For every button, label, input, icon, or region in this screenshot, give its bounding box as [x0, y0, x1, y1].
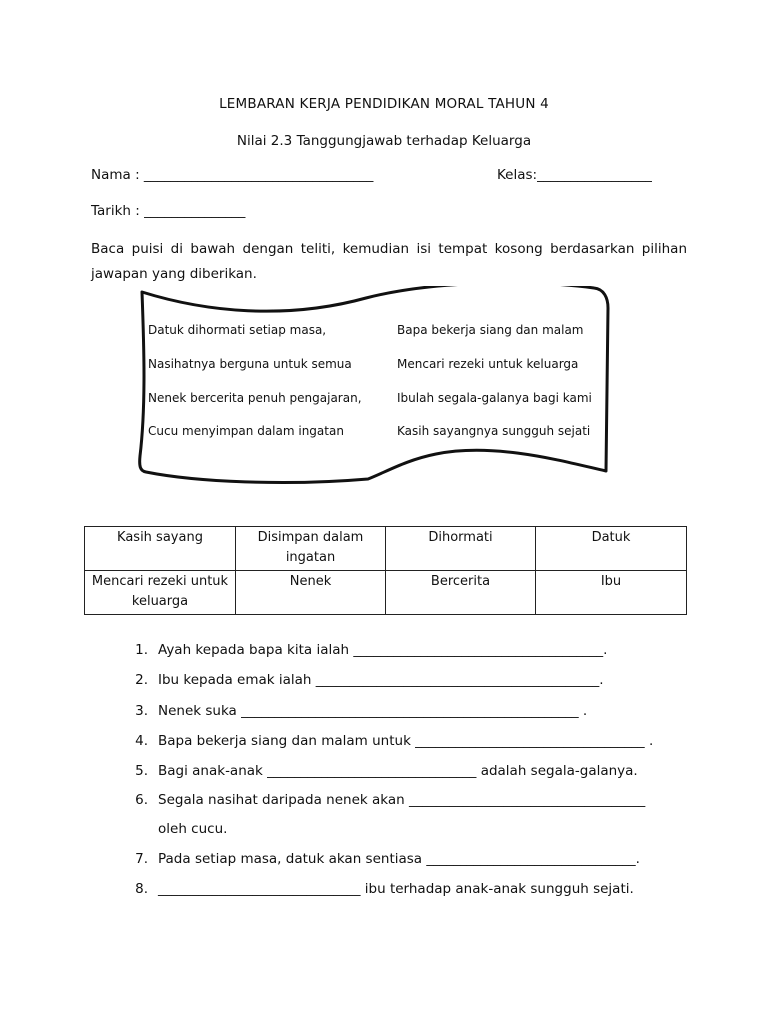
- table-cell: Bercerita: [386, 571, 536, 615]
- table-cell: Datuk: [536, 527, 687, 571]
- poem-line-right-4: Kasih sayangnya sungguh sejati: [397, 424, 591, 438]
- question-number-6: 6.: [135, 792, 148, 808]
- question-4[interactable]: Bapa bekerja siang dan malam untuk __________________________________ .: [158, 733, 654, 749]
- table-cell: Disimpan dalam ingatan: [236, 527, 386, 571]
- question-number-7: 7.: [135, 851, 148, 867]
- poem-line-left-4: Cucu menyimpan dalam ingatan: [148, 424, 344, 438]
- question-5[interactable]: Bagi anak-anak _______________________________ adalah segala-galanya.: [158, 763, 638, 779]
- table-cell: Mencari rezeki untuk keluarga: [85, 571, 236, 615]
- question-number-2: 2.: [135, 672, 148, 688]
- kelas-field[interactable]: Kelas:_________________: [497, 167, 652, 183]
- poem-line-left-1: Datuk dihormati setiap masa,: [148, 323, 327, 337]
- tarikh-field[interactable]: Tarikh : _______________: [91, 203, 246, 219]
- worksheet-subtitle: Nilai 2.3 Tanggungjawab terhadap Keluarga: [236, 133, 532, 149]
- question-6[interactable]: Segala nasihat daripada nenek akan ___________________________________: [158, 792, 646, 808]
- question-6-continuation: oleh cucu.: [158, 821, 228, 837]
- answer-choices-table: [84, 526, 687, 615]
- table-row: [85, 571, 687, 615]
- poem-line-right-3: Ibulah segala-galanya bagi kami: [397, 391, 592, 405]
- worksheet-title: LEMBARAN KERJA PENDIDIKAN MORAL TAHUN 4: [219, 96, 549, 112]
- question-3[interactable]: Nenek suka __________________________________________________ .: [158, 703, 588, 719]
- question-number-8: 8.: [135, 881, 148, 897]
- table-cell: Kasih sayang: [85, 527, 236, 571]
- question-number-4: 4.: [135, 733, 148, 749]
- poem-line-right-1: Bapa bekerja siang dan malam: [397, 323, 584, 337]
- table-cell: Ibu: [536, 571, 687, 615]
- table-row: [85, 527, 687, 571]
- question-7[interactable]: Pada setiap masa, datuk akan sentiasa _______________________________.: [158, 851, 640, 867]
- poem-scroll-frame: [136, 286, 614, 486]
- question-2[interactable]: Ibu kepada emak ialah __________________________________________.: [158, 672, 604, 688]
- instruction-text: Baca puisi di bawah dengan teliti, kemudian isi tempat kosong berdasarkan pilihan jawapan yang diberikan.: [91, 241, 687, 282]
- question-number-5: 5.: [135, 763, 148, 779]
- table-cell: Nenek: [236, 571, 386, 615]
- poem-line-right-2: Mencari rezeki untuk keluarga: [397, 357, 579, 371]
- nama-field[interactable]: Nama : __________________________________: [91, 167, 374, 183]
- question-number-3: 3.: [135, 703, 148, 719]
- question-1[interactable]: Ayah kepada bapa kita ialah _____________________________________.: [158, 642, 608, 658]
- poem-line-left-3: Nenek bercerita penuh pengajaran,: [148, 391, 362, 405]
- poem-line-left-2: Nasihatnya berguna untuk semua: [148, 357, 352, 371]
- question-8[interactable]: ______________________________ ibu terhadap anak-anak sungguh sejati.: [158, 881, 634, 897]
- table-cell: Dihormati: [386, 527, 536, 571]
- question-number-1: 1.: [135, 642, 148, 658]
